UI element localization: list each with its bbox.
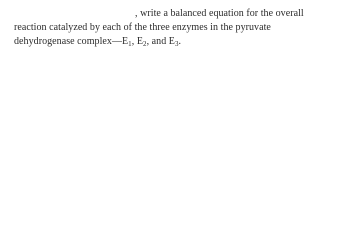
- separator-2: , and E: [146, 36, 175, 47]
- paragraph-line-1: , write a balanced equation for the overall: [135, 8, 304, 19]
- enzyme-e3-subscript: 3: [174, 40, 179, 48]
- paragraph-line-2: reaction catalyzed by each of the three enzymes in the pyruvate: [14, 22, 271, 33]
- separator-1: , E: [131, 36, 143, 47]
- enzyme-e2-subscript: 2: [143, 40, 147, 48]
- enzyme-e1-subscript: 1: [128, 40, 132, 48]
- document-page: [0, 0, 344, 75]
- paragraph-line-3: [14, 35, 336, 49]
- question-paragraph: [14, 7, 336, 49]
- line-3-end: .: [178, 36, 182, 47]
- line-3-prefix: dehydrogenase complex—E: [14, 36, 129, 47]
